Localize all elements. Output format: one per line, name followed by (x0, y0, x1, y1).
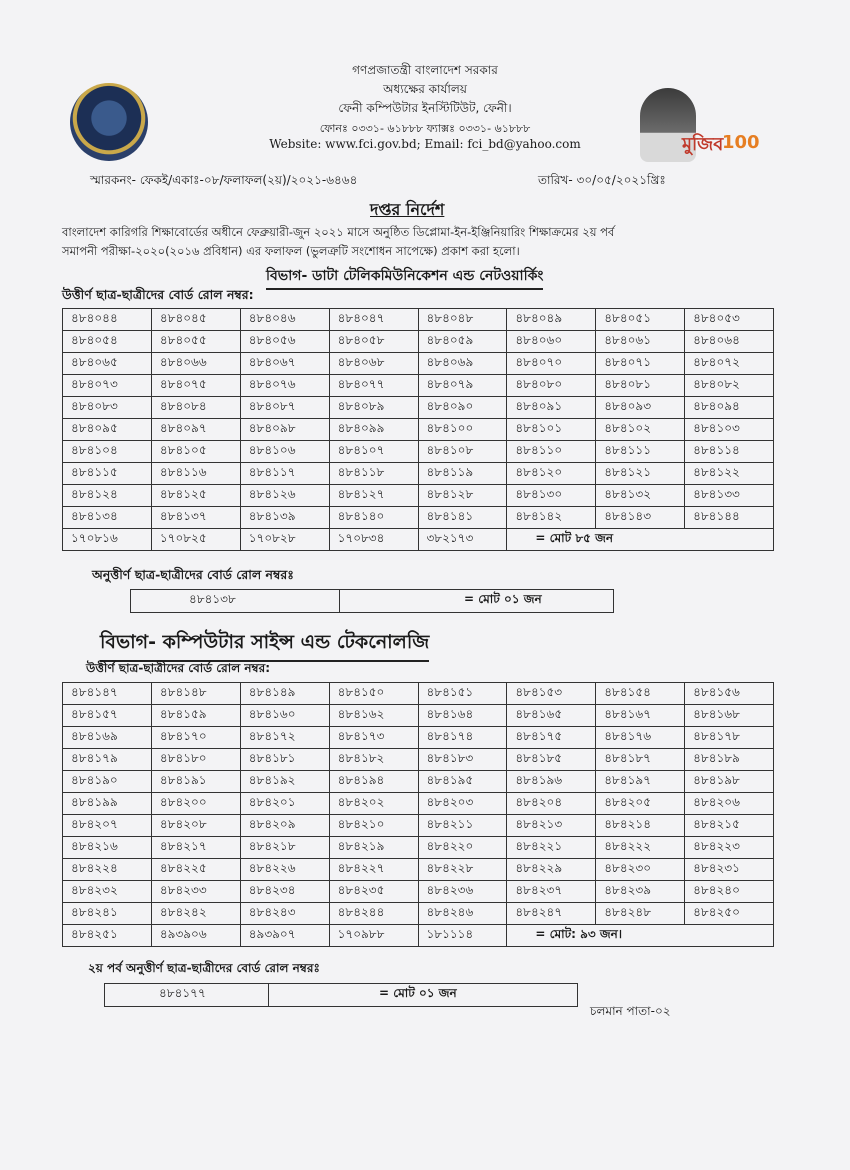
dept2-failed-label: ২য় পর্ব অনুত্তীর্ণ ছাত্র-ছাত্রীদের বোর্ড রোল নম্বরঃ (88, 961, 320, 975)
roll-cell: ১৭০৯৮৮ (329, 925, 418, 947)
table-row (63, 903, 774, 925)
roll-cell: ৪৮৪০৪৮ (418, 309, 507, 331)
roll-cell: ৪৮৪০৮৭ (240, 397, 329, 419)
roll-cell: ৪৮৪২০১ (240, 793, 329, 815)
roll-cell: ৪৮৪১০০ (418, 419, 507, 441)
table-row (63, 441, 774, 463)
roll-cell: ৪৮৪১২২ (685, 463, 774, 485)
roll-cell: ৪৮৪১৭৩ (329, 727, 418, 749)
roll-cell: ৪৮৪২১১ (418, 815, 507, 837)
roll-cell: ৪৮৪১১০ (507, 441, 596, 463)
roll-cell: ৪৮৪০৭৬ (240, 375, 329, 397)
roll-cell: ৪৮৪১৬৪ (418, 705, 507, 727)
roll-cell: ৪৮৪০৭২ (685, 353, 774, 375)
roll-cell: ৪৮৪০৯১ (507, 397, 596, 419)
total-count: = মোট: ৯৩ জন। (507, 925, 774, 947)
logo-text-mujib: মুজিব (682, 134, 724, 155)
institute-name: ফেনী কম্পিউটার ইনস্টিটিউট, ফেনী। (338, 101, 512, 115)
roll-cell: ৪৮৪১০১ (507, 419, 596, 441)
roll-cell: ৪৮৪১৭৪ (418, 727, 507, 749)
body-text-1: বাংলাদেশ কারিগরি শিক্ষাবোর্ডের অধীনে ফেব্রুয়ারী-জুন ২০২১ মাসে অনুষ্ঠিত ডিপ্লোমা-ইন-ইঞ্জিনিয়ারিং শিক্ষাক্রমের ২য় পর্ব (62, 225, 615, 239)
roll-cell: ৪৮৪০৯৭ (151, 419, 240, 441)
roll-cell: ৪৮৪০৬১ (596, 331, 685, 353)
roll-cell: ৪৮৪১৭৯ (63, 749, 152, 771)
roll-cell: ৪৮৪১১৯ (418, 463, 507, 485)
roll-cell: ৪৮৪১২১ (596, 463, 685, 485)
roll-cell: ৪৮৪২৪৭ (507, 903, 596, 925)
table-row (63, 309, 774, 331)
roll-cell: ৪৮৪০৬৬ (151, 353, 240, 375)
roll-cell: ৪৮৪১০৫ (151, 441, 240, 463)
roll-cell: ৪৮৪২৪২ (151, 903, 240, 925)
roll-cell: ৪৮৪১৭৫ (507, 727, 596, 749)
dept2-failed-total: = মোট ০১ জন (379, 986, 457, 1000)
table-row (63, 749, 774, 771)
roll-cell: ৪৮৪০৮১ (596, 375, 685, 397)
roll-cell: ৪৮৪১৯৮ (685, 771, 774, 793)
roll-cell: ৪৮৪২২১ (507, 837, 596, 859)
roll-cell: ৪৮৪০৯৪ (685, 397, 774, 419)
roll-cell: ৪৮৪১৯৭ (596, 771, 685, 793)
roll-cell: ৪৮৪০৮৯ (329, 397, 418, 419)
roll-cell: ৪৮৪২২৩ (685, 837, 774, 859)
roll-cell: ৪৮৪১৪৪ (685, 507, 774, 529)
roll-cell: ১৭০৮১৬ (63, 529, 152, 551)
table-row (63, 881, 774, 903)
roll-cell: ৪৮৪২২২ (596, 837, 685, 859)
dept1-title: বিভাগ- ডাটা টেলিকমিউনিকেশন এন্ড নেটওয়ার্কিং (266, 264, 543, 290)
roll-cell: ৪৮৪২১৭ (151, 837, 240, 859)
roll-cell: ৪৮৪১০৬ (240, 441, 329, 463)
table-row (63, 463, 774, 485)
roll-cell: ১৭০৮২৫ (151, 529, 240, 551)
dept1-passed-table (62, 308, 774, 551)
contact-phone: ফোনঃ ০৩৩১- ৬১৮৮৮ ফ্যাক্সঃ ০৩৩১- ৬১৮৮৮ (319, 122, 531, 135)
memo-date: তারিখ- ৩০/০৫/২০২১খ্রিঃ (538, 173, 666, 187)
roll-cell: ৪৮৪১৭২ (240, 727, 329, 749)
roll-cell: ৪৮৪২৩৭ (507, 881, 596, 903)
roll-cell: ৪৮৪২৩৯ (596, 881, 685, 903)
roll-cell: ৪৮৪১৮৫ (507, 749, 596, 771)
roll-cell: ৪৮৪২০৪ (507, 793, 596, 815)
dept2-failed-roll: ৪৮৪১৭৭ (105, 984, 269, 1006)
roll-cell: ৪৮৪০৬৫ (63, 353, 152, 375)
roll-cell: ৪৮৪০৪৯ (507, 309, 596, 331)
roll-cell: ৪৮৪২৪৪ (329, 903, 418, 925)
roll-cell: ৪৮৪২৫০ (685, 903, 774, 925)
roll-cell: ৪৮৪০৮৪ (151, 397, 240, 419)
roll-cell: ৪৮৪০৫৬ (240, 331, 329, 353)
roll-cell: ৪৮৪২১৬ (63, 837, 152, 859)
table-row (63, 859, 774, 881)
roll-cell: ৪৮৪১৪৩ (596, 507, 685, 529)
roll-cell: ৪৮৪২৪১ (63, 903, 152, 925)
roll-cell: ৪৮৪০৫৩ (685, 309, 774, 331)
continued-page-note: চলমান পাতা-০২ (590, 1004, 671, 1018)
roll-cell: ১৮১১১৪ (418, 925, 507, 947)
roll-cell: ৪৮৪২৪৩ (240, 903, 329, 925)
roll-cell: ৪৮৪১২৫ (151, 485, 240, 507)
roll-cell: ৪৮৪২৩৩ (151, 881, 240, 903)
roll-cell: ৪৮৪০৭৯ (418, 375, 507, 397)
roll-cell: ৪৮৪২১০ (329, 815, 418, 837)
roll-cell: ৪৮৪১৫৯ (151, 705, 240, 727)
logo-text-100: 100 (722, 132, 760, 153)
roll-cell: ৪৮৪০৫৪ (63, 331, 152, 353)
roll-cell: ৪৮৪০৬৯ (418, 353, 507, 375)
roll-cell: ৪৮৪১৪১ (418, 507, 507, 529)
roll-cell: ১৭০৮২৮ (240, 529, 329, 551)
roll-cell: ৪৮৪২৪৮ (596, 903, 685, 925)
roll-cell: ৪৮৪২১৯ (329, 837, 418, 859)
roll-cell: ৪৮৪০৯৯ (329, 419, 418, 441)
roll-cell: ৪৮৪১৬২ (329, 705, 418, 727)
roll-cell: ৪৮৪১০৭ (329, 441, 418, 463)
table-row (63, 331, 774, 353)
roll-cell: ৪৮৪২৩৬ (418, 881, 507, 903)
roll-cell: ৪৮৪০৯৮ (240, 419, 329, 441)
roll-cell: ৪৮৪০৭১ (596, 353, 685, 375)
roll-cell: ৪৮৪২২৫ (151, 859, 240, 881)
roll-cell: ৪৮৪১৪০ (329, 507, 418, 529)
roll-cell: ৪৮৪১২০ (507, 463, 596, 485)
roll-cell: ৪৮৪১২৬ (240, 485, 329, 507)
roll-cell: ৪৮৪১৪৯ (240, 683, 329, 705)
table-row (63, 705, 774, 727)
roll-cell: ৪৮৪১৮১ (240, 749, 329, 771)
dept2-failed-row (104, 983, 578, 1007)
contact-web: Website: www.fci.gov.bd; Email: fci_bd@yahoo.com (269, 137, 581, 151)
roll-cell: ৪৮৪০৭৫ (151, 375, 240, 397)
roll-cell: ৪৮৪২০৫ (596, 793, 685, 815)
roll-cell: ৪৮৪২১৫ (685, 815, 774, 837)
roll-cell: ৪৮৪০৮০ (507, 375, 596, 397)
table-row (63, 353, 774, 375)
dept2-title: বিভাগ- কম্পিউটার সাইন্স এন্ড টেকনোলজি (100, 628, 429, 662)
roll-cell: ৪৮৪১৩৩ (685, 485, 774, 507)
roll-cell: ৪৮৪১৩২ (596, 485, 685, 507)
roll-cell: ৪৮৪২২৭ (329, 859, 418, 881)
table-row (63, 727, 774, 749)
table-row (63, 397, 774, 419)
dept1-failed-label: অনুত্তীর্ণ ছাত্র-ছাত্রীদের বোর্ড রোল নম্বরঃ (92, 567, 294, 582)
roll-cell: ৪৮৪০৬৮ (329, 353, 418, 375)
roll-cell: ৪৮৪২৫১ (63, 925, 152, 947)
mujib-100-logo (640, 88, 760, 166)
dept2-passed-label: উত্তীর্ণ ছাত্র-ছাত্রীদের বোর্ড রোল নম্বর: (86, 661, 270, 675)
roll-cell: ১৭০৮৩৪ (329, 529, 418, 551)
dept1-passed-label: উত্তীর্ণ ছাত্র-ছাত্রীদের বোর্ড রোল নম্বর: (62, 287, 254, 302)
roll-cell: ৪৯৩৯০৭ (240, 925, 329, 947)
roll-cell: ৪৮৪১৬৯ (63, 727, 152, 749)
roll-cell: ৩৮২১৭৩ (418, 529, 507, 551)
memo-reference: স্মারকনং- ফেকই/একাঃ-০৮/ফলাফল(২য়)/২০২১-৬৪৬৪ (90, 173, 358, 187)
roll-cell: ৪৮৪১৯৫ (418, 771, 507, 793)
institute-logo (70, 83, 148, 161)
roll-cell: ৪৮৪০৭৭ (329, 375, 418, 397)
roll-cell: ৪৮৪১১৭ (240, 463, 329, 485)
roll-cell: ৪৮৪১৩০ (507, 485, 596, 507)
roll-cell: ৪৮৪২০৭ (63, 815, 152, 837)
roll-cell: ৪৮৪১০৪ (63, 441, 152, 463)
table-row (63, 837, 774, 859)
roll-cell: ৪৮৪০৫৮ (329, 331, 418, 353)
roll-cell: ৪৮৪১৬৫ (507, 705, 596, 727)
roll-cell: ৪৮৪০৪৫ (151, 309, 240, 331)
table-row (63, 507, 774, 529)
roll-cell: ৪৮৪১৮২ (329, 749, 418, 771)
roll-cell: ৪৮৪২২৬ (240, 859, 329, 881)
roll-cell: ৪৮৪১১৫ (63, 463, 152, 485)
table-row (63, 419, 774, 441)
roll-cell: ৪৮৪২৩০ (596, 859, 685, 881)
roll-cell: ৪৮৪০৭৩ (63, 375, 152, 397)
roll-cell: ৪৮৪২২০ (418, 837, 507, 859)
roll-cell: ৪৮৪০৮২ (685, 375, 774, 397)
roll-cell: ৪৮৪২২৪ (63, 859, 152, 881)
roll-cell: ৪৮৪০৯০ (418, 397, 507, 419)
roll-cell: ৪৮৪২১৪ (596, 815, 685, 837)
roll-cell: ৪৮৪১১১ (596, 441, 685, 463)
roll-cell: ৪৮৪০৪৪ (63, 309, 152, 331)
roll-cell: ৪৮৪১৫৩ (507, 683, 596, 705)
dept1-failed-total: = মোট ০১ জন (464, 592, 542, 606)
roll-cell: ৪৮৪১৯৬ (507, 771, 596, 793)
roll-cell: ৪৮৪১৬৭ (596, 705, 685, 727)
roll-cell: ৪৮৪০৯৩ (596, 397, 685, 419)
roll-cell: ৪৮৪১১৮ (329, 463, 418, 485)
office-order-title: দপ্তর নির্দেশ (370, 200, 445, 219)
roll-cell: ৪৮৪১৫৬ (685, 683, 774, 705)
roll-cell: ৪৮৪১৭০ (151, 727, 240, 749)
roll-cell: ৪৮৪০৬০ (507, 331, 596, 353)
roll-cell: ৪৮৪০৭০ (507, 353, 596, 375)
roll-cell: ৪৮৪১৩৪ (63, 507, 152, 529)
roll-cell: ৪৯৩৯০৬ (151, 925, 240, 947)
table-row (63, 815, 774, 837)
roll-cell: ৪৮৪২০৯ (240, 815, 329, 837)
roll-cell: ৪৮৪০৪৬ (240, 309, 329, 331)
roll-cell: ৪৮৪০৬৭ (240, 353, 329, 375)
roll-cell: ৪৮৪১৮৯ (685, 749, 774, 771)
roll-cell: ৪৮৪২০৮ (151, 815, 240, 837)
roll-cell: ৪৮৪১২৮ (418, 485, 507, 507)
roll-cell: ৪৮৪১১৪ (685, 441, 774, 463)
office-title: অধ্যক্ষের কার্যালয় (383, 82, 467, 96)
roll-cell: ৪৮৪১৪৮ (151, 683, 240, 705)
roll-cell: ৪৮৪২০০ (151, 793, 240, 815)
roll-cell: ৪৮৪০৫১ (596, 309, 685, 331)
table-row (63, 793, 774, 815)
roll-cell: ৪৮৪১২৭ (329, 485, 418, 507)
roll-cell: ৪৮৪২০২ (329, 793, 418, 815)
roll-cell: ৪৮৪২৩২ (63, 881, 152, 903)
roll-cell: ৪৮৪১৮৩ (418, 749, 507, 771)
roll-cell: ৪৮৪১৯০ (63, 771, 152, 793)
roll-cell: ৪৮৪২৩১ (685, 859, 774, 881)
roll-cell: ৪৮৪১৯১ (151, 771, 240, 793)
roll-cell: ৪৮৪১৫০ (329, 683, 418, 705)
dept1-failed-roll: ৪৮৪১৩৮ (131, 590, 340, 612)
table-row (63, 375, 774, 397)
roll-cell: ৪৮৪১৬০ (240, 705, 329, 727)
roll-cell: ৪৮৪১২৪ (63, 485, 152, 507)
roll-cell: ৪৮৪০৮৩ (63, 397, 152, 419)
roll-cell: ৪৮৪০৬৪ (685, 331, 774, 353)
roll-cell: ৪৮৪২৪৬ (418, 903, 507, 925)
table-row (63, 683, 774, 705)
table-row-last (63, 529, 774, 551)
roll-cell: ৪৮৪১৫৭ (63, 705, 152, 727)
roll-cell: ৪৮৪২০৬ (685, 793, 774, 815)
table-row-last (63, 925, 774, 947)
roll-cell: ৪৮৪০৪৭ (329, 309, 418, 331)
roll-cell: ৪৮৪১৯৪ (329, 771, 418, 793)
roll-cell: ৪৮৪২৩৪ (240, 881, 329, 903)
dept2-passed-table (62, 682, 774, 947)
roll-cell: ৪৮৪১০৩ (685, 419, 774, 441)
roll-cell: ৪৮৪১৩৭ (151, 507, 240, 529)
roll-cell: ৪৮৪১৫৪ (596, 683, 685, 705)
roll-cell: ৪৮৪১৭৬ (596, 727, 685, 749)
roll-cell: ৪৮৪২২৮ (418, 859, 507, 881)
roll-cell: ৪৮৪১৪৭ (63, 683, 152, 705)
roll-cell: ৪৮৪২১৮ (240, 837, 329, 859)
roll-cell: ৪৮৪২১৩ (507, 815, 596, 837)
roll-cell: ৪৮৪০৯৫ (63, 419, 152, 441)
roll-cell: ৪৮৪১৬৮ (685, 705, 774, 727)
total-count: = মোট ৮৫ জন (507, 529, 774, 551)
roll-cell: ৪৮৪১৭৮ (685, 727, 774, 749)
roll-cell: ৪৮৪১৫১ (418, 683, 507, 705)
body-text-2: সমাপনী পরীক্ষা-২০২০(২০১৬ প্রবিধান) এর ফলাফল (ভুলত্রুটি সংশোধন সাপেক্ষে) প্রকাশ করা হলো। (62, 244, 520, 258)
roll-cell: ৪৮৪০৫৯ (418, 331, 507, 353)
roll-cell: ৪৮৪২৩৫ (329, 881, 418, 903)
roll-cell: ৪৮৪১৯৯ (63, 793, 152, 815)
dept1-failed-row (130, 589, 614, 613)
roll-cell: ৪৮৪২০৩ (418, 793, 507, 815)
roll-cell: ৪৮৪১৮৭ (596, 749, 685, 771)
table-row (63, 485, 774, 507)
roll-cell: ৪৮৪২২৯ (507, 859, 596, 881)
table-row (63, 771, 774, 793)
roll-cell: ৪৮৪২৪০ (685, 881, 774, 903)
roll-cell: ৪৮৪১০৮ (418, 441, 507, 463)
roll-cell: ৪৮৪১১৬ (151, 463, 240, 485)
roll-cell: ৪৮৪১০২ (596, 419, 685, 441)
roll-cell: ৪৮৪০৫৫ (151, 331, 240, 353)
roll-cell: ৪৮৪১৪২ (507, 507, 596, 529)
roll-cell: ৪৮৪১৮০ (151, 749, 240, 771)
gov-title: গণপ্রজাতন্ত্রী বাংলাদেশ সরকার (352, 63, 498, 77)
roll-cell: ৪৮৪১৯২ (240, 771, 329, 793)
roll-cell: ৪৮৪১৩৯ (240, 507, 329, 529)
